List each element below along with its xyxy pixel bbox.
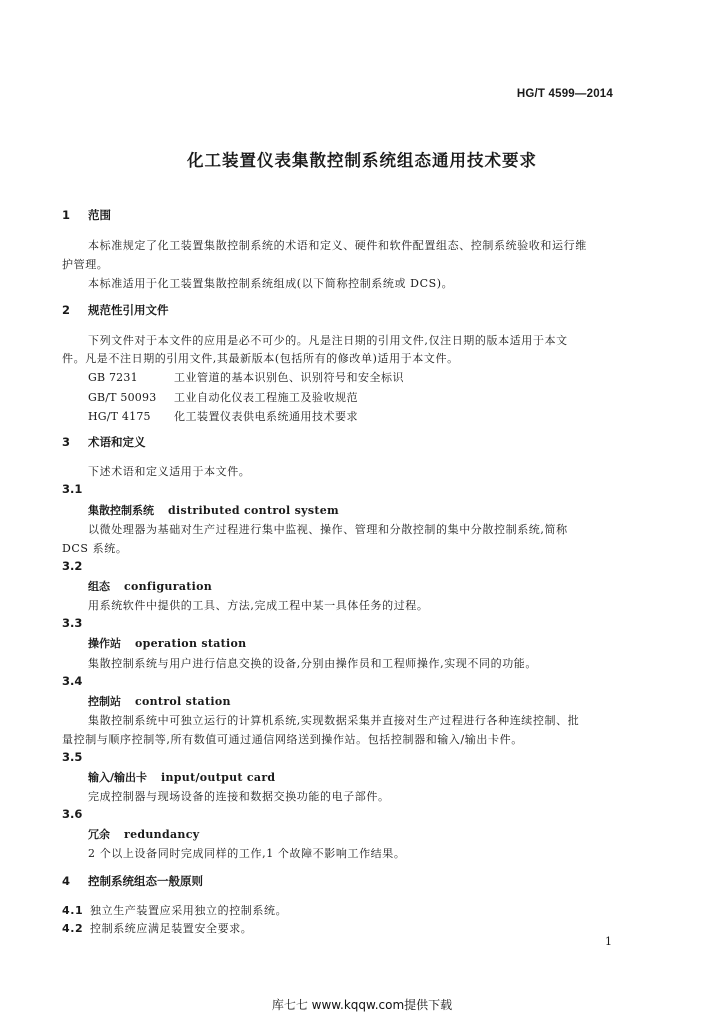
section-number: 4 [62,874,71,888]
section-2-heading [62,302,169,318]
term-number: 3.3 [62,616,83,630]
clause-text: 独立生产装置应采用独立的控制系统。 [90,904,288,917]
term-heading [88,826,199,842]
clause-number: 4.2 [62,922,84,935]
clause-number: 4.1 [62,904,84,917]
term-definition: 完成控制器与现场设备的连接和数据交换功能的电子部件。 [88,790,390,803]
section-title: 控制系统组态一般原则 [88,874,203,888]
clause-text: 控制系统应满足装置安全要求。 [90,922,253,935]
term-cn: 操作站 [88,637,121,650]
term-definition: 用系统软件中提供的工具、方法,完成工程中某一具体任务的过程。 [88,599,429,612]
reference-item [88,369,404,385]
download-footer: 库七七 www.kqqw.com提供下载 [271,998,453,1012]
page-number: 1 [605,935,612,948]
term-number: 3.2 [62,559,83,573]
section-3-heading [62,434,146,450]
term-en: configuration [124,580,213,593]
term-definition: 集散控制系统与用户进行信息交换的设备,分别由操作员和工程师操作,实现不同的功能。 [88,657,537,670]
term-number: 3.5 [62,750,83,764]
term-en: operation station [135,637,247,650]
reference-title: 工业管道的基本识别色、识别符号和安全标识 [174,371,404,384]
paragraph: 本标准规定了化工装置集散控制系统的术语和定义、硬件和软件配置组态、控制系统验收和运行维 [88,239,587,252]
term-cn: 集散控制系统 [88,504,154,517]
document-title: 化工装置仪表集散控制系统组态通用技术要求 [187,151,537,170]
paragraph: 本标准适用于化工装置集散控制系统组成(以下简称控制系统或 DCS)。 [88,277,454,290]
section-number: 1 [62,208,71,222]
paragraph: 件。凡是不注日期的引用文件,其最新版本(包括所有的修改单)适用于本文件。 [62,352,459,365]
term-number: 3.4 [62,674,83,688]
term-en: input/output card [161,771,276,784]
term-heading [88,693,231,709]
reference-item [88,408,358,424]
term-number: 3.1 [62,482,83,496]
term-definition: DCS 系统。 [62,542,128,555]
term-definition: 量控制与顺序控制等,所有数值可通过通信网络送到操作站。包括控制器和输入/输出卡件。 [62,733,523,746]
reference-title: 化工装置仪表供电系统通用技术要求 [174,410,358,423]
term-cn: 输入/输出卡 [88,771,148,784]
paragraph: 下述术语和定义适用于本文件。 [88,465,251,478]
reference-code: HG/T 4175 [88,410,151,423]
term-en: redundancy [124,828,200,841]
section-number: 2 [62,303,71,317]
paragraph: 下列文件对于本文件的应用是必不可少的。凡是注日期的引用文件,仅注日期的版本适用于本文 [88,334,568,347]
section-title: 规范性引用文件 [88,303,169,317]
term-cn: 控制站 [88,695,121,708]
reference-item [88,389,358,405]
section-number: 3 [62,435,71,449]
term-number: 3.6 [62,807,83,821]
term-definition: 以微处理器为基础对生产过程进行集中监视、操作、管理和分散控制的集中分散控制系统,简称 [88,523,568,536]
term-cn: 组态 [88,580,110,593]
clause-item [62,902,287,918]
section-1-heading [62,207,111,223]
term-heading [88,635,246,651]
reference-code: GB 7231 [88,371,138,384]
clause-item [62,920,252,936]
section-4-heading [62,873,203,889]
term-en: distributed control system [168,504,339,517]
term-heading [88,769,275,785]
reference-code: GB/T 50093 [88,391,157,404]
paragraph: 护管理。 [62,258,109,271]
document-code: HG/T 4599—2014 [516,88,613,100]
term-definition: 集散控制系统中可独立运行的计算机系统,实现数据采集并直接对生产过程进行各种连续控制、批 [88,714,580,727]
term-cn: 冗余 [88,828,110,841]
section-title: 范围 [88,208,111,222]
term-heading [88,578,212,594]
term-en: control station [135,695,231,708]
term-definition: 2 个以上设备同时完成同样的工作,1 个故障不影响工作结果。 [88,847,406,860]
term-heading [88,502,339,518]
reference-title: 工业自动化仪表工程施工及验收规范 [174,391,358,404]
section-title: 术语和定义 [88,435,146,449]
